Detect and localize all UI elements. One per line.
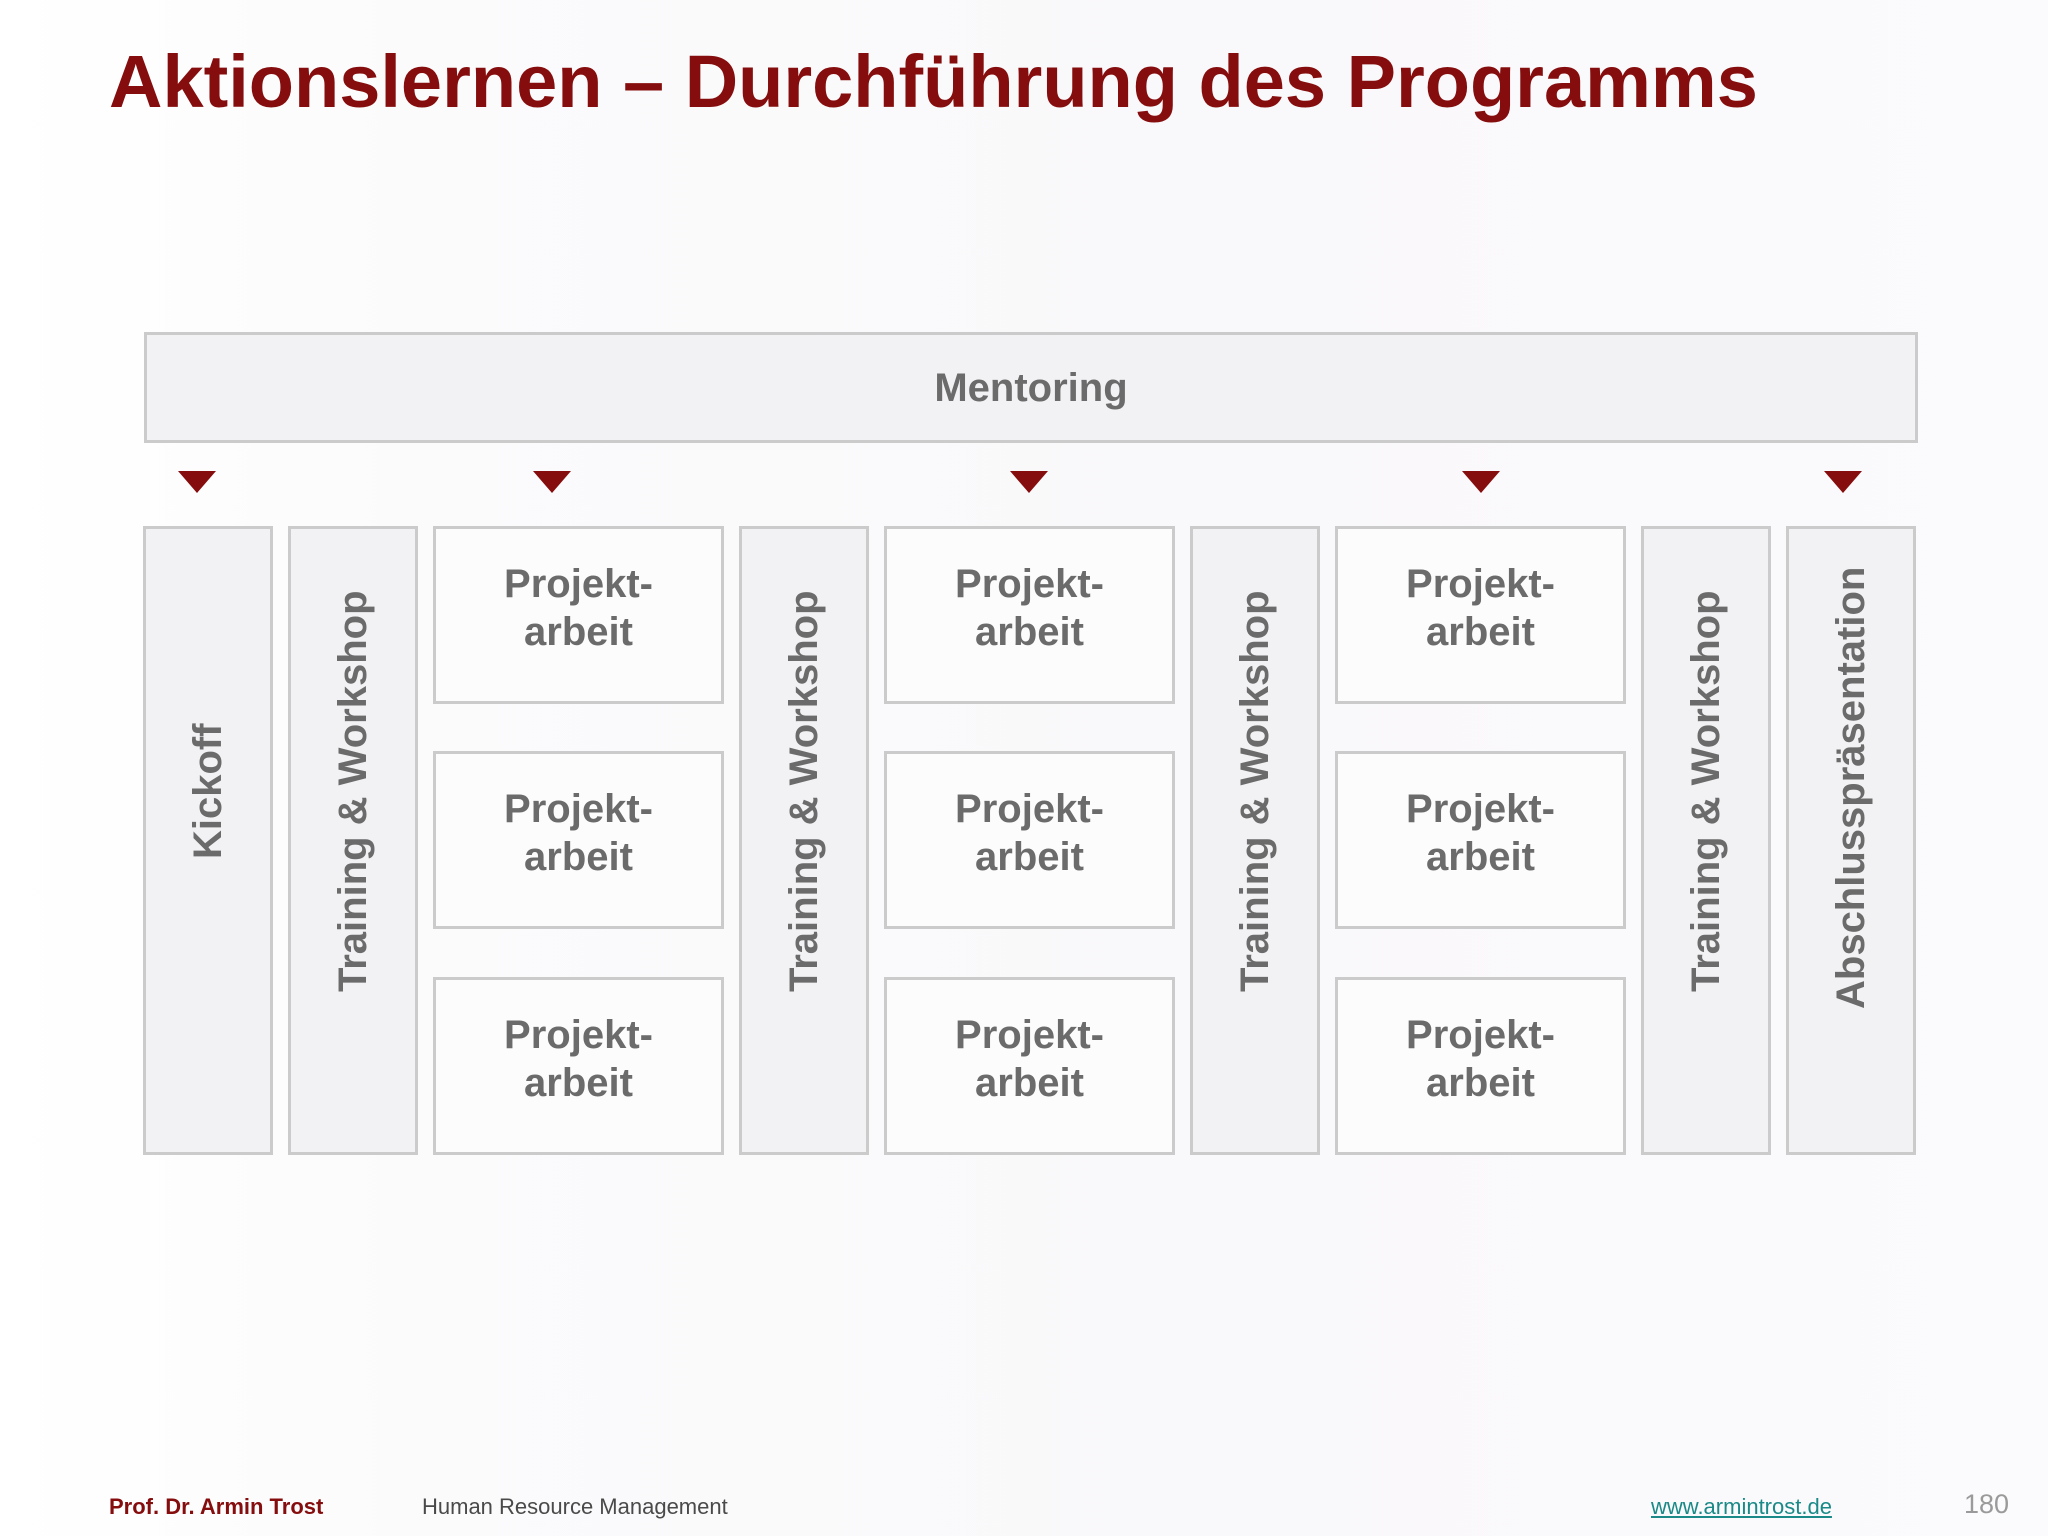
- project-work-label: Projekt- arbeit: [955, 787, 1104, 879]
- project-work-box: [1335, 977, 1626, 1155]
- phase-final-presentation: [1786, 526, 1916, 1155]
- project-work-box: [433, 526, 724, 704]
- project-work-box: [884, 526, 1175, 704]
- page-number: 180: [1964, 1489, 2010, 1519]
- down-arrow-icon: [1010, 471, 1048, 493]
- phase-label: Kickoff: [186, 723, 230, 859]
- down-arrow-icon: [178, 471, 216, 493]
- project-work-label: Projekt- arbeit: [1406, 787, 1555, 879]
- phase-label: Abschlusspräsentation: [1829, 566, 1873, 1009]
- phase-training-workshop: [288, 526, 418, 1155]
- phase-training-workshop: [739, 526, 869, 1155]
- project-work-label: Projekt- arbeit: [504, 1013, 653, 1105]
- phase-label: Training & Workshop: [1684, 590, 1728, 992]
- phase-training-workshop: [1190, 526, 1320, 1155]
- project-work-label: Projekt- arbeit: [955, 1013, 1104, 1105]
- footer-course: Human Resource Management: [422, 1494, 728, 1519]
- down-arrow-icon: [1462, 471, 1500, 493]
- project-work-label: Projekt- arbeit: [1406, 1013, 1555, 1105]
- project-work-label: Projekt- arbeit: [1406, 562, 1555, 654]
- mentoring-label: Mentoring: [934, 365, 1128, 410]
- footer-website-link[interactable]: www.armintrost.de: [1651, 1494, 1832, 1519]
- project-work-box: [1335, 751, 1626, 929]
- phase-label: Training & Workshop: [1233, 590, 1277, 992]
- phase-training-workshop: [1641, 526, 1771, 1155]
- footer-author: Prof. Dr. Armin Trost: [109, 1494, 324, 1519]
- project-work-label: Projekt- arbeit: [955, 562, 1104, 654]
- phase-kickoff: [143, 526, 273, 1155]
- project-work-box: [884, 751, 1175, 929]
- down-arrow-icon: [1824, 471, 1862, 493]
- project-work-box: [433, 751, 724, 929]
- mentoring-bar: [144, 332, 1918, 443]
- down-arrow-icon: [533, 471, 571, 493]
- project-work-label: Projekt- arbeit: [504, 562, 653, 654]
- project-work-box: [433, 977, 724, 1155]
- phase-label: Training & Workshop: [782, 590, 826, 992]
- slide-title: Aktionslernen – Durchführung des Programms: [109, 40, 1758, 123]
- phase-label: Training & Workshop: [331, 590, 375, 992]
- project-work-box: [1335, 526, 1626, 704]
- project-work-label: Projekt- arbeit: [504, 787, 653, 879]
- project-work-box: [884, 977, 1175, 1155]
